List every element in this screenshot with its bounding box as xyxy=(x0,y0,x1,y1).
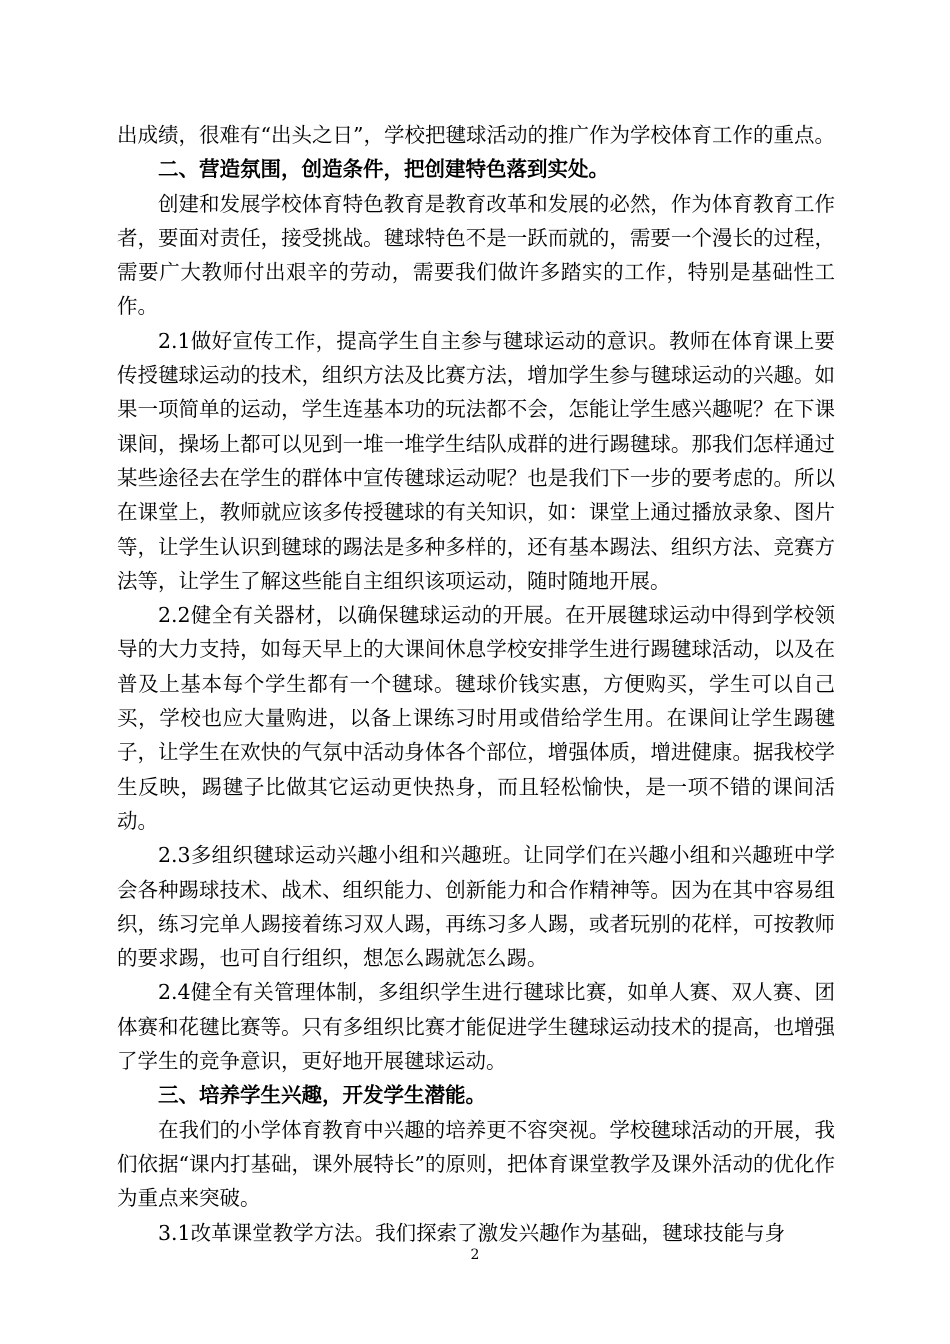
page-number: 2 xyxy=(470,1247,480,1263)
paragraph-2-1: 2.1做好宣传工作，提高学生自主参与毽球运动的意识。教师在体育课上要传授毽球运动的技术，组织方法及比赛方法，增加学生参与毽球运动的兴趣。如果一项简单的运动，学生连基本功的玩法都不会，怎能让学生感兴趣呢？在下课课间，操场上都可以见到一堆一堆学生结队成群的进行踢毽球。那我们怎样通过某些途径去在学生的群体中宣传毽球运动呢？也是我们下一步的要考虑的。所以在课堂上，教师就应该多传授毽球的有关知识，如：课堂上通过播放录象、图片等，让学生认识到毽球的踢法是多种多样的，还有基本踢法、组织方法、竞赛方法等，让学生了解这些能自主组织该项运动，随时随地开展。 xyxy=(117,328,835,593)
paragraph-2-2: 2.2健全有关器材，以确保毽球运动的开展。在开展毽球运动中得到学校领导的大力支持，如每天早上的大课间休息学校安排学生进行踢毽球活动，以及在普及上基本每个学生都有一个毽球。毽球价钱实惠，方便购买，学生可以自己买，学校也应大量购进，以备上课练习时用或借给学生用。在课间让学生踢毽子，让学生在欢快的气氛中活动身体各个部位，增强体质，增进健康。据我校学生反映，踢毽子比做其它运动更快热身，而且轻松愉快，是一项不错的课间活动。 xyxy=(117,603,835,833)
paragraph-2-3: 2.3多组织毽球运动兴趣小组和兴趣班。让同学们在兴趣小组和兴趣班中学会各种踢球技术、战术、组织能力、创新能力和合作精神等。因为在其中容易组织，练习完单人踢接着练习双人踢，再练习多人踢，或者玩别的花样，可按教师的要求踢，也可自行组织，想怎么踢就怎么踢。 xyxy=(117,843,835,971)
paragraph-2-4: 2.4健全有关管理体制，多组织学生进行毽球比赛，如单人赛、双人赛、团体赛和花毽比赛等。只有多组织比赛才能促进学生毽球运动技术的提高，也增强了学生的竞争意识，更好地开展毽球运动。 xyxy=(117,980,835,1074)
section-heading-two: 二、营造氛围，创造条件，把创建特色落到实处。 xyxy=(158,157,609,182)
paragraph-3-1: 3.1改革课堂教学方法。我们探索了激发兴趣作为基础，毽球技能与身 xyxy=(158,1220,786,1245)
section-heading-three: 三、培养学生兴趣，开发学生潜能。 xyxy=(158,1083,486,1108)
paragraph-continuation: 出成绩，很难有“出头之日”，学校把毽球活动的推广作为学校体育工作的重点。 xyxy=(117,123,835,147)
document-page xyxy=(117,118,835,1250)
paragraph-section-three-intro: 在我们的小学体育教育中兴趣的培养更不容突视。学校毽球活动的开展，我们依据“课内打基础，课外展特长”的原则，把体育课堂教学及课外活动的优化作为重点来突破。 xyxy=(117,1117,835,1211)
paragraph-intro: 创建和发展学校体育特色教育是教育改革和发展的必然，作为体育教育工作者，要面对责任，接受挑战。毽球特色不是一跃而就的，需要一个漫长的过程，需要广大教师付出艰辛的劳动，需要我们做许多踏实的工作，特别是基础性工作。 xyxy=(117,191,835,319)
